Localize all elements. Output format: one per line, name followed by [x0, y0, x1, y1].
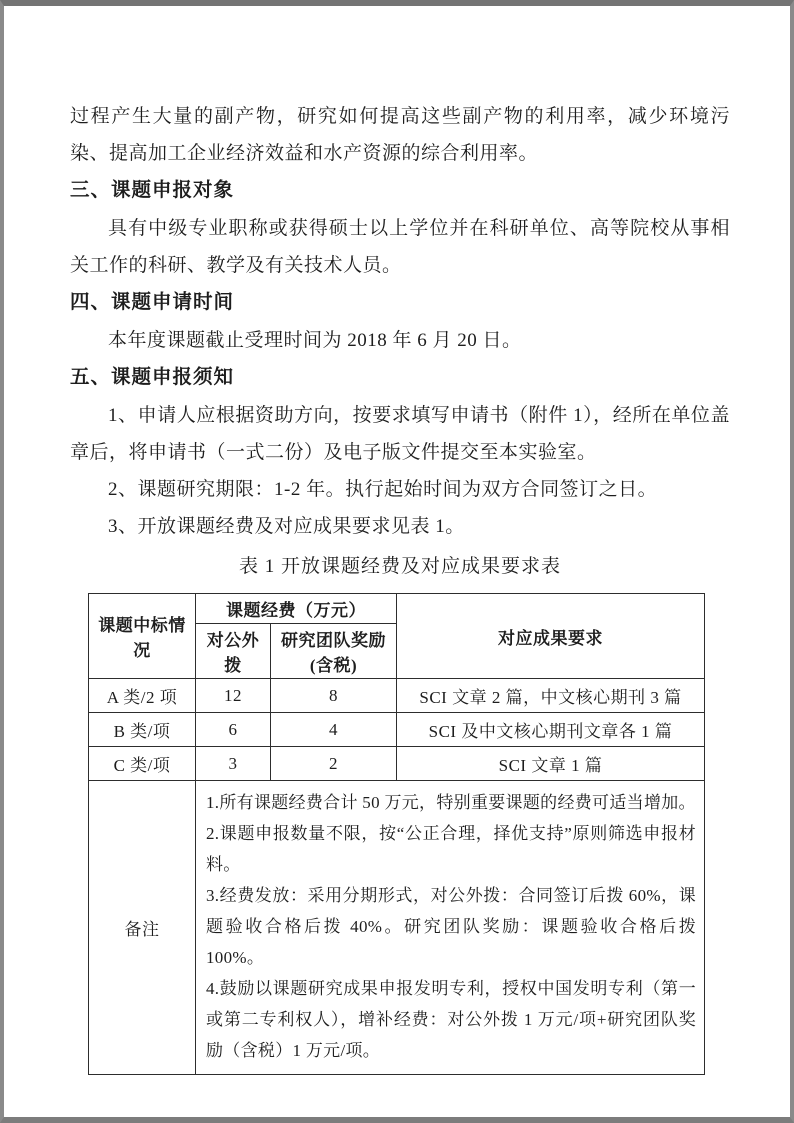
section-5-item-1: 1、申请人应根据资助方向，按要求填写申请书（附件 1），经所在单位盖章后，将申请书（一式二份）及电子版文件提交至本实验室。	[70, 405, 730, 463]
table-remark-row	[89, 781, 705, 1075]
row-b-outcome: SCI 及中文核心期刊文章各 1 篇	[397, 713, 705, 747]
table-row-c	[89, 747, 705, 781]
section-5-heading: 五、课题申报须知	[70, 367, 235, 388]
remark-note-4: 4.鼓励以课题研究成果申报发明专利，授权中国发明专利（第一或第二专利权人），增补经费：对公外拨 1 万元/项+研究团队奖励（含税）1 万元/项。	[206, 979, 696, 1060]
remark-note-2: 2.课题申报数量不限，按“公正合理，择优支持”原则筛选申报材料。	[206, 824, 696, 874]
intro-paragraph: 过程产生大量的副产物，研究如何提高这些副产物的利用率，减少环境污染、提高加工企业经济效益和水产资源的综合利用率。	[70, 106, 730, 164]
section-5-item-3: 3、开放课题经费及对应成果要求见表 1。	[108, 516, 465, 537]
table-header-row-1	[89, 594, 705, 624]
table-row-a	[89, 679, 705, 713]
header-funding-group: 课题经费（万元）	[196, 594, 397, 624]
section-4-heading: 四、课题申请时间	[70, 292, 235, 313]
row-a-category: A 类/2 项	[89, 679, 196, 713]
row-a-reward: 8	[271, 679, 397, 713]
table-caption: 表 1 开放课题经费及对应成果要求表	[238, 556, 561, 577]
section-4-paragraph: 本年度课题截止受理时间为 2018 年 6 月 20 日。	[108, 330, 522, 351]
row-b-public: 6	[196, 713, 271, 747]
header-outcome: 对应成果要求	[397, 594, 705, 679]
funding-requirements-table	[88, 593, 705, 1075]
remark-label: 备注	[89, 781, 196, 1075]
row-c-reward: 2	[271, 747, 397, 781]
header-bid-status: 课题中标情况	[89, 594, 196, 679]
row-c-category: C 类/项	[89, 747, 196, 781]
row-a-outcome: SCI 文章 2 篇，中文核心期刊 3 篇	[397, 679, 705, 713]
row-a-public: 12	[196, 679, 271, 713]
section-3-paragraph: 具有中级专业职称或获得硕士以上学位并在科研单位、高等院校从事相关工作的科研、教学及有关技术人员。	[70, 218, 730, 276]
header-team-reward: 研究团队奖励(含税)	[271, 624, 397, 679]
table-row-b	[89, 713, 705, 747]
row-c-public: 3	[196, 747, 271, 781]
row-c-outcome: SCI 文章 1 篇	[397, 747, 705, 781]
remark-notes	[196, 781, 705, 1075]
header-public-transfer: 对公外拨	[196, 624, 271, 679]
document-content	[4, 6, 790, 1075]
row-b-category: B 类/项	[89, 713, 196, 747]
remark-note-3: 3.经费发放：采用分期形式，对公外拨：合同签订后拨 60%，课题验收合格后拨 40%。研究团队奖励：课题验收合格后拨 100%。	[206, 886, 696, 967]
remark-note-1: 1.所有课题经费合计 50 万元，特别重要课题的经费可适当增加。	[206, 793, 696, 812]
row-b-reward: 4	[271, 713, 397, 747]
section-3-heading: 三、课题申报对象	[70, 180, 235, 201]
section-5-item-2: 2、课题研究期限：1-2 年。执行起始时间为双方合同签订之日。	[108, 479, 658, 500]
